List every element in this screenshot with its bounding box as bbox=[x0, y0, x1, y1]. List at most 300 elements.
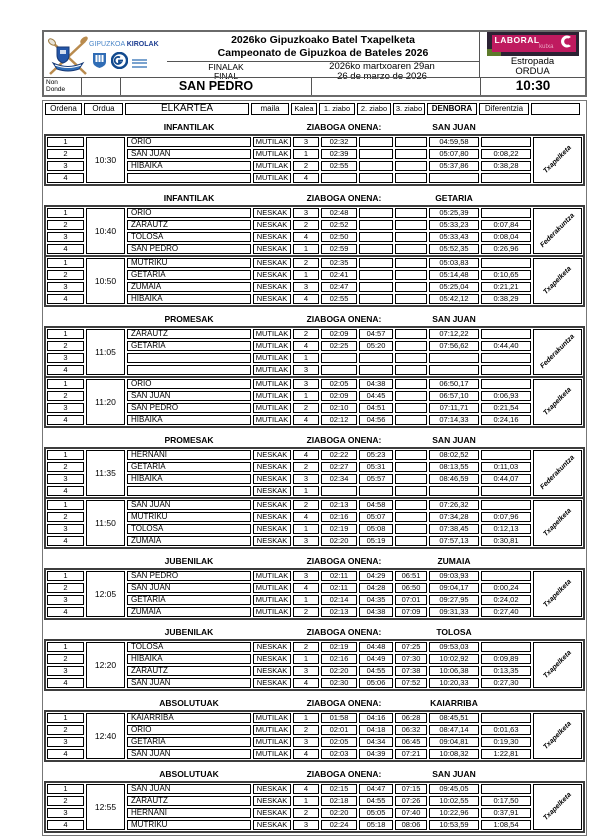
best-lap-label: ZIABOGA ONENA: bbox=[306, 556, 382, 566]
ziabo3-cell bbox=[395, 415, 427, 425]
section-category: PROMESAK bbox=[164, 435, 214, 445]
total-time-cell: 05:33,43 bbox=[429, 232, 479, 242]
ziabo2-cell: 04:48 bbox=[359, 642, 393, 652]
ziabo1-cell: 02:03 bbox=[321, 749, 357, 759]
ziabo3-cell bbox=[395, 232, 427, 242]
maila-cell: NESKAK bbox=[253, 642, 291, 652]
total-time-cell: 10:02,55 bbox=[429, 796, 479, 806]
ziabo3-cell bbox=[395, 379, 427, 389]
total-time-cell: 07:11,71 bbox=[429, 403, 479, 413]
ziabo1-cell: 02:34 bbox=[321, 474, 357, 484]
col-kalea: Kalea bbox=[291, 103, 317, 115]
ziabo1-cell: 02:19 bbox=[321, 524, 357, 534]
diff-cell: 0:37,91 bbox=[481, 808, 531, 818]
diff-cell: 1:08,54 bbox=[481, 820, 531, 830]
lane-cell: 3 bbox=[293, 571, 319, 581]
lane-cell: 4 bbox=[293, 173, 319, 183]
race-section bbox=[44, 555, 585, 620]
stage-label-eu: FINALAK bbox=[208, 62, 244, 72]
lane-cell: 1 bbox=[293, 270, 319, 280]
sponsor-subname: kutxa bbox=[539, 43, 554, 50]
total-time-cell: 09:04,17 bbox=[429, 583, 479, 593]
maila-cell: MUTILAK bbox=[253, 415, 291, 425]
where-label-eu: Non bbox=[46, 79, 58, 86]
lane-cell: 3 bbox=[293, 282, 319, 292]
total-time-cell: 09:04,81 bbox=[429, 737, 479, 747]
heat-group bbox=[44, 255, 585, 307]
diff-cell bbox=[481, 500, 531, 510]
ziabo2-cell bbox=[359, 161, 393, 171]
race-time-label-ordua: ORDUA bbox=[515, 66, 550, 77]
heat-time-cell: 12:05 bbox=[86, 571, 125, 617]
ziabo2-cell: 04:57 bbox=[359, 329, 393, 339]
maila-cell: NESKAK bbox=[253, 294, 291, 304]
best-lap-club: SAN JUAN bbox=[432, 769, 476, 779]
pos-cell: 4 bbox=[47, 820, 84, 830]
ziabo1-cell bbox=[321, 353, 357, 363]
maila-cell: NESKAK bbox=[253, 462, 291, 472]
heat-time-cell: 10:30 bbox=[86, 137, 125, 183]
club-cell bbox=[127, 353, 251, 363]
total-time-cell: 08:46,59 bbox=[429, 474, 479, 484]
race-section bbox=[44, 121, 585, 186]
lane-cell: 1 bbox=[293, 713, 319, 723]
ziabo3-cell bbox=[395, 208, 427, 218]
ziabo1-cell: 02:13 bbox=[321, 607, 357, 617]
ziabo2-cell: 04:45 bbox=[359, 391, 393, 401]
ziabo3-cell bbox=[395, 524, 427, 534]
pos-cell: 4 bbox=[47, 365, 84, 375]
maila-cell: NESKAK bbox=[253, 678, 291, 688]
total-time-cell bbox=[429, 365, 479, 375]
club-cell: TOLOSA bbox=[127, 642, 251, 652]
maila-cell: MUTILAK bbox=[253, 365, 291, 375]
ziabo1-cell: 02:11 bbox=[321, 583, 357, 593]
competition-type-cell bbox=[533, 258, 582, 304]
section-category: ABSOLUTUAK bbox=[159, 698, 219, 708]
lane-cell: 2 bbox=[293, 258, 319, 268]
section-category: INFANTILAK bbox=[163, 122, 215, 132]
ziabo1-cell: 02:20 bbox=[321, 536, 357, 546]
heat-time-cell: 12:20 bbox=[86, 642, 125, 688]
club-cell: SAN JUAN bbox=[127, 149, 251, 159]
pos-cell: 3 bbox=[47, 161, 84, 171]
pos-cell: 1 bbox=[47, 329, 84, 339]
maila-cell: MUTILAK bbox=[253, 737, 291, 747]
ziabo2-cell: 04:35 bbox=[359, 595, 393, 605]
heat-group bbox=[44, 376, 585, 428]
shield-icon bbox=[92, 52, 107, 74]
ziabo1-cell: 02:01 bbox=[321, 725, 357, 735]
maila-cell: MUTILAK bbox=[253, 713, 291, 723]
total-time-cell: 05:03,83 bbox=[429, 258, 479, 268]
lane-cell: 1 bbox=[293, 796, 319, 806]
diff-cell: 0:13,35 bbox=[481, 666, 531, 676]
ziabo3-cell bbox=[395, 391, 427, 401]
club-cell: ORIO bbox=[127, 725, 251, 735]
section-header bbox=[44, 768, 585, 781]
pos-cell: 4 bbox=[47, 486, 84, 496]
maila-cell: NESKAK bbox=[253, 808, 291, 818]
ziabo3-cell bbox=[395, 474, 427, 484]
ziabo2-cell bbox=[359, 244, 393, 254]
ziabo3-cell bbox=[395, 329, 427, 339]
total-time-cell: 04:59,58 bbox=[429, 137, 479, 147]
maila-cell: MUTILAK bbox=[253, 353, 291, 363]
ziabo1-cell: 02:13 bbox=[321, 500, 357, 510]
club-cell: HIBAIKA bbox=[127, 161, 251, 171]
ziabo2-cell bbox=[359, 294, 393, 304]
maila-cell: NESKAK bbox=[253, 512, 291, 522]
event-title-es: Campeonato de Gipuzkoa de Bateles 2026 bbox=[167, 47, 479, 62]
ziabo2-cell: 04:55 bbox=[359, 666, 393, 676]
maila-cell: NESKAK bbox=[253, 500, 291, 510]
ziabo1-cell: 02:25 bbox=[321, 341, 357, 351]
diff-cell: 0:12,13 bbox=[481, 524, 531, 534]
lane-cell: 4 bbox=[293, 749, 319, 759]
club-cell: SAN JUAN bbox=[127, 583, 251, 593]
ziabo2-cell bbox=[359, 149, 393, 159]
competition-type-label: Txapelketa bbox=[541, 144, 573, 175]
gipuzkoa-g-logo-icon bbox=[111, 52, 128, 74]
ziabo3-cell bbox=[395, 161, 427, 171]
organizer-name-kirolak: KIROLAK bbox=[126, 41, 159, 48]
pos-cell: 3 bbox=[47, 737, 84, 747]
competition-type-cell bbox=[533, 208, 582, 254]
event-date-es: 26 de marzo de 2026 bbox=[337, 71, 427, 82]
lane-cell: 1 bbox=[293, 353, 319, 363]
total-time-cell: 07:12,22 bbox=[429, 329, 479, 339]
ziabo2-cell: 05:23 bbox=[359, 450, 393, 460]
diff-cell: 0:27,40 bbox=[481, 607, 531, 617]
race-time-label-eu: Estropada bbox=[510, 56, 555, 67]
ziabo2-cell: 05:20 bbox=[359, 341, 393, 351]
ziabo1-cell: 02:09 bbox=[321, 391, 357, 401]
best-lap-label: ZIABOGA ONENA: bbox=[306, 769, 382, 779]
ziabo2-cell: 04:49 bbox=[359, 654, 393, 664]
maila-cell: MUTILAK bbox=[253, 749, 291, 759]
ziabo1-cell: 02:47 bbox=[321, 282, 357, 292]
maila-cell: MUTILAK bbox=[253, 329, 291, 339]
club-cell: GETARIA bbox=[127, 341, 251, 351]
total-time-cell: 05:25,04 bbox=[429, 282, 479, 292]
ziabo2-cell bbox=[359, 282, 393, 292]
best-lap-label: ZIABOGA ONENA: bbox=[306, 698, 382, 708]
ziabo3-cell: 07:52 bbox=[395, 678, 427, 688]
competition-type-cell bbox=[533, 713, 582, 759]
section-header bbox=[44, 434, 585, 447]
total-time-cell: 07:34,28 bbox=[429, 512, 479, 522]
best-lap-label: ZIABOGA ONENA: bbox=[306, 193, 382, 203]
heat-time-cell: 12:55 bbox=[86, 784, 125, 830]
diff-cell: 0:21,21 bbox=[481, 282, 531, 292]
ziabo3-cell bbox=[395, 149, 427, 159]
maila-cell: MUTILAK bbox=[253, 391, 291, 401]
maila-cell: MUTILAK bbox=[253, 725, 291, 735]
laboral-kutxa-logo bbox=[487, 32, 579, 56]
club-cell: SAN JUAN bbox=[127, 391, 251, 401]
ziabo1-cell: 02:39 bbox=[321, 149, 357, 159]
ziabo2-cell: 04:18 bbox=[359, 725, 393, 735]
ziabo2-cell: 04:38 bbox=[359, 607, 393, 617]
ziabo2-cell bbox=[359, 353, 393, 363]
ziabo3-cell bbox=[395, 403, 427, 413]
ziabo2-cell: 04:38 bbox=[359, 379, 393, 389]
competition-type-label: Txapelketa bbox=[541, 649, 573, 680]
total-time-cell bbox=[429, 486, 479, 496]
diff-cell bbox=[481, 353, 531, 363]
club-cell: HIBAIKA bbox=[127, 415, 251, 425]
pos-cell: 3 bbox=[47, 474, 84, 484]
ziabo2-cell: 04:51 bbox=[359, 403, 393, 413]
race-section bbox=[44, 192, 585, 307]
pos-cell: 3 bbox=[47, 282, 84, 292]
diff-cell bbox=[481, 379, 531, 389]
club-cell: ZUMAIA bbox=[127, 607, 251, 617]
maila-cell: MUTILAK bbox=[253, 341, 291, 351]
race-section bbox=[44, 697, 585, 762]
competition-type-label: Txapelketa bbox=[541, 507, 573, 538]
heat-group bbox=[44, 710, 585, 762]
pos-cell: 2 bbox=[47, 341, 84, 351]
club-cell: ZARAUTZ bbox=[127, 796, 251, 806]
lane-cell: 3 bbox=[293, 379, 319, 389]
ziabo1-cell: 02:55 bbox=[321, 161, 357, 171]
competition-type-cell bbox=[533, 379, 582, 425]
ziabo3-cell: 07:26 bbox=[395, 796, 427, 806]
pos-cell: 3 bbox=[47, 353, 84, 363]
ziabo1-cell: 02:05 bbox=[321, 737, 357, 747]
ziabo3-cell: 06:32 bbox=[395, 725, 427, 735]
diff-cell: 0:44,07 bbox=[481, 474, 531, 484]
total-time-cell: 05:25,39 bbox=[429, 208, 479, 218]
event-date-eu: 2026ko martxoaren 29an bbox=[329, 61, 435, 72]
ziabo2-cell: 05:57 bbox=[359, 474, 393, 484]
pos-cell: 1 bbox=[47, 450, 84, 460]
ziabo2-cell: 04:39 bbox=[359, 749, 393, 759]
ziabo3-cell bbox=[395, 244, 427, 254]
ziabo3-cell bbox=[395, 258, 427, 268]
total-time-cell: 07:26,32 bbox=[429, 500, 479, 510]
maila-cell: NESKAK bbox=[253, 666, 291, 676]
club-cell: ZARAUTZ bbox=[127, 220, 251, 230]
diff-cell bbox=[481, 365, 531, 375]
ziabo1-cell: 02:11 bbox=[321, 571, 357, 581]
ziabo3-cell bbox=[395, 270, 427, 280]
ziabo2-cell: 04:34 bbox=[359, 737, 393, 747]
maila-cell: MUTILAK bbox=[253, 149, 291, 159]
diff-cell: 0:38,28 bbox=[481, 161, 531, 171]
club-cell: MUTRIKU bbox=[127, 512, 251, 522]
club-cell: HERNANI bbox=[127, 450, 251, 460]
total-time-cell: 05:33,23 bbox=[429, 220, 479, 230]
pos-cell: 2 bbox=[47, 583, 84, 593]
pos-cell: 1 bbox=[47, 784, 84, 794]
lane-cell: 1 bbox=[293, 149, 319, 159]
total-time-cell: 07:57,13 bbox=[429, 536, 479, 546]
maila-cell: NESKAK bbox=[253, 474, 291, 484]
club-cell: SAN JUAN bbox=[127, 749, 251, 759]
pos-cell: 4 bbox=[47, 244, 84, 254]
club-cell: SAN JUAN bbox=[127, 678, 251, 688]
race-section bbox=[44, 768, 585, 833]
ziabo2-cell: 05:06 bbox=[359, 678, 393, 688]
total-time-cell: 09:31,33 bbox=[429, 607, 479, 617]
lane-cell: 1 bbox=[293, 391, 319, 401]
total-time-cell: 09:27,95 bbox=[429, 595, 479, 605]
col-side bbox=[531, 103, 580, 115]
pos-cell: 1 bbox=[47, 571, 84, 581]
ziabo2-cell: 04:29 bbox=[359, 571, 393, 581]
ziabo3-cell bbox=[395, 294, 427, 304]
club-cell: TOLOSA bbox=[127, 232, 251, 242]
ziabo3-cell bbox=[395, 341, 427, 351]
diff-cell: 0:08,22 bbox=[481, 149, 531, 159]
club-cell: SAN JUAN bbox=[127, 784, 251, 794]
lane-cell: 2 bbox=[293, 329, 319, 339]
diff-cell bbox=[481, 258, 531, 268]
pos-cell: 1 bbox=[47, 713, 84, 723]
heat-group bbox=[44, 326, 585, 378]
heat-group bbox=[44, 205, 585, 257]
diff-cell: 0:21,54 bbox=[481, 403, 531, 413]
section-header bbox=[44, 192, 585, 205]
ziabo2-cell bbox=[359, 270, 393, 280]
lane-cell: 3 bbox=[293, 666, 319, 676]
lane-cell: 4 bbox=[293, 678, 319, 688]
col-ziabo3: 3. ziabo bbox=[393, 103, 425, 115]
competition-type-cell bbox=[533, 642, 582, 688]
total-time-cell: 05:37,86 bbox=[429, 161, 479, 171]
maila-cell: NESKAK bbox=[253, 450, 291, 460]
maila-cell: NESKAK bbox=[253, 524, 291, 534]
ziabo3-cell bbox=[395, 173, 427, 183]
maila-cell: NESKAK bbox=[253, 208, 291, 218]
club-cell: HIBAIKA bbox=[127, 654, 251, 664]
best-lap-label: ZIABOGA ONENA: bbox=[306, 314, 382, 324]
pos-cell: 3 bbox=[47, 595, 84, 605]
ziabo2-cell bbox=[359, 173, 393, 183]
ziabo2-cell bbox=[359, 365, 393, 375]
col-ordena: Ordena bbox=[45, 103, 82, 115]
lane-cell: 3 bbox=[293, 737, 319, 747]
ziabo1-cell: 02:10 bbox=[321, 403, 357, 413]
ziabo1-cell: 02:05 bbox=[321, 379, 357, 389]
ziabo2-cell bbox=[359, 486, 393, 496]
total-time-cell: 09:45,05 bbox=[429, 784, 479, 794]
pos-cell: 1 bbox=[47, 642, 84, 652]
ziabo1-cell: 02:22 bbox=[321, 450, 357, 460]
lane-cell: 1 bbox=[293, 244, 319, 254]
lane-cell: 2 bbox=[293, 725, 319, 735]
ziabo2-cell: 05:31 bbox=[359, 462, 393, 472]
empty-cell bbox=[312, 78, 480, 95]
total-time-cell: 07:14,33 bbox=[429, 415, 479, 425]
lane-cell: 3 bbox=[293, 536, 319, 546]
total-time-cell: 09:53,03 bbox=[429, 642, 479, 652]
results-sheet bbox=[42, 30, 587, 836]
heat-group bbox=[44, 568, 585, 620]
ziabo3-cell bbox=[395, 137, 427, 147]
maila-cell: MUTILAK bbox=[253, 607, 291, 617]
sponsor-glyph-icon bbox=[560, 34, 573, 54]
header-box bbox=[42, 30, 587, 97]
ziabo2-cell: 05:07 bbox=[359, 512, 393, 522]
race-time-label bbox=[480, 56, 585, 77]
maila-cell: NESKAK bbox=[253, 820, 291, 830]
total-time-cell bbox=[429, 353, 479, 363]
ziabo2-cell: 04:28 bbox=[359, 583, 393, 593]
competition-type-cell bbox=[533, 137, 582, 183]
club-cell: GETARIA bbox=[127, 595, 251, 605]
pos-cell: 2 bbox=[47, 654, 84, 664]
competition-type-label: Txapelketa bbox=[541, 265, 573, 296]
pos-cell: 3 bbox=[47, 403, 84, 413]
heat-time-cell: 11:05 bbox=[86, 329, 125, 375]
maila-cell: NESKAK bbox=[253, 258, 291, 268]
ziabo1-cell: 02:16 bbox=[321, 654, 357, 664]
maila-cell: NESKAK bbox=[253, 486, 291, 496]
total-time-cell: 08:45,51 bbox=[429, 713, 479, 723]
ziabo3-cell: 07:40 bbox=[395, 808, 427, 818]
maila-cell: NESKAK bbox=[253, 796, 291, 806]
diff-cell: 0:30,81 bbox=[481, 536, 531, 546]
lane-cell: 4 bbox=[293, 784, 319, 794]
club-cell: ORIO bbox=[127, 379, 251, 389]
ziabo3-cell: 06:45 bbox=[395, 737, 427, 747]
diff-cell: 0:11,03 bbox=[481, 462, 531, 472]
diff-cell bbox=[481, 713, 531, 723]
total-time-cell: 08:13,55 bbox=[429, 462, 479, 472]
ziabo2-cell: 04:55 bbox=[359, 796, 393, 806]
ziabo1-cell: 02:55 bbox=[321, 294, 357, 304]
lane-cell: 3 bbox=[293, 474, 319, 484]
pos-cell: 2 bbox=[47, 512, 84, 522]
ziabo1-cell: 02:19 bbox=[321, 642, 357, 652]
maila-cell: NESKAK bbox=[253, 282, 291, 292]
club-cell: ZARAUTZ bbox=[127, 329, 251, 339]
ziabo1-cell bbox=[321, 173, 357, 183]
pos-cell: 2 bbox=[47, 725, 84, 735]
pos-cell: 4 bbox=[47, 415, 84, 425]
lane-cell: 4 bbox=[293, 450, 319, 460]
diff-cell bbox=[481, 137, 531, 147]
ziabo3-cell: 07:38 bbox=[395, 666, 427, 676]
maila-cell: MUTILAK bbox=[253, 173, 291, 183]
diff-cell bbox=[481, 173, 531, 183]
pos-cell: 2 bbox=[47, 270, 84, 280]
heat-group bbox=[44, 447, 585, 499]
lane-cell: 4 bbox=[293, 294, 319, 304]
club-cell: SAN PEDRO bbox=[127, 403, 251, 413]
best-lap-club: SAN JUAN bbox=[432, 435, 476, 445]
diff-cell: 0:09,89 bbox=[481, 654, 531, 664]
diff-cell: 0:19,30 bbox=[481, 737, 531, 747]
ziabo1-cell bbox=[321, 365, 357, 375]
lane-cell: 2 bbox=[293, 808, 319, 818]
maila-cell: MUTILAK bbox=[253, 583, 291, 593]
ziabo1-cell: 02:20 bbox=[321, 666, 357, 676]
club-cell: HIBAIKA bbox=[127, 294, 251, 304]
lane-cell: 2 bbox=[293, 607, 319, 617]
competition-type-label: Txapelketa bbox=[541, 720, 573, 751]
heat-group bbox=[44, 497, 585, 549]
ziabo2-cell: 04:58 bbox=[359, 500, 393, 510]
ziabo3-cell bbox=[395, 220, 427, 230]
competition-type-cell bbox=[533, 784, 582, 830]
sponsor-name: LABORAL bbox=[494, 34, 540, 45]
diff-cell: 0:24,02 bbox=[481, 595, 531, 605]
